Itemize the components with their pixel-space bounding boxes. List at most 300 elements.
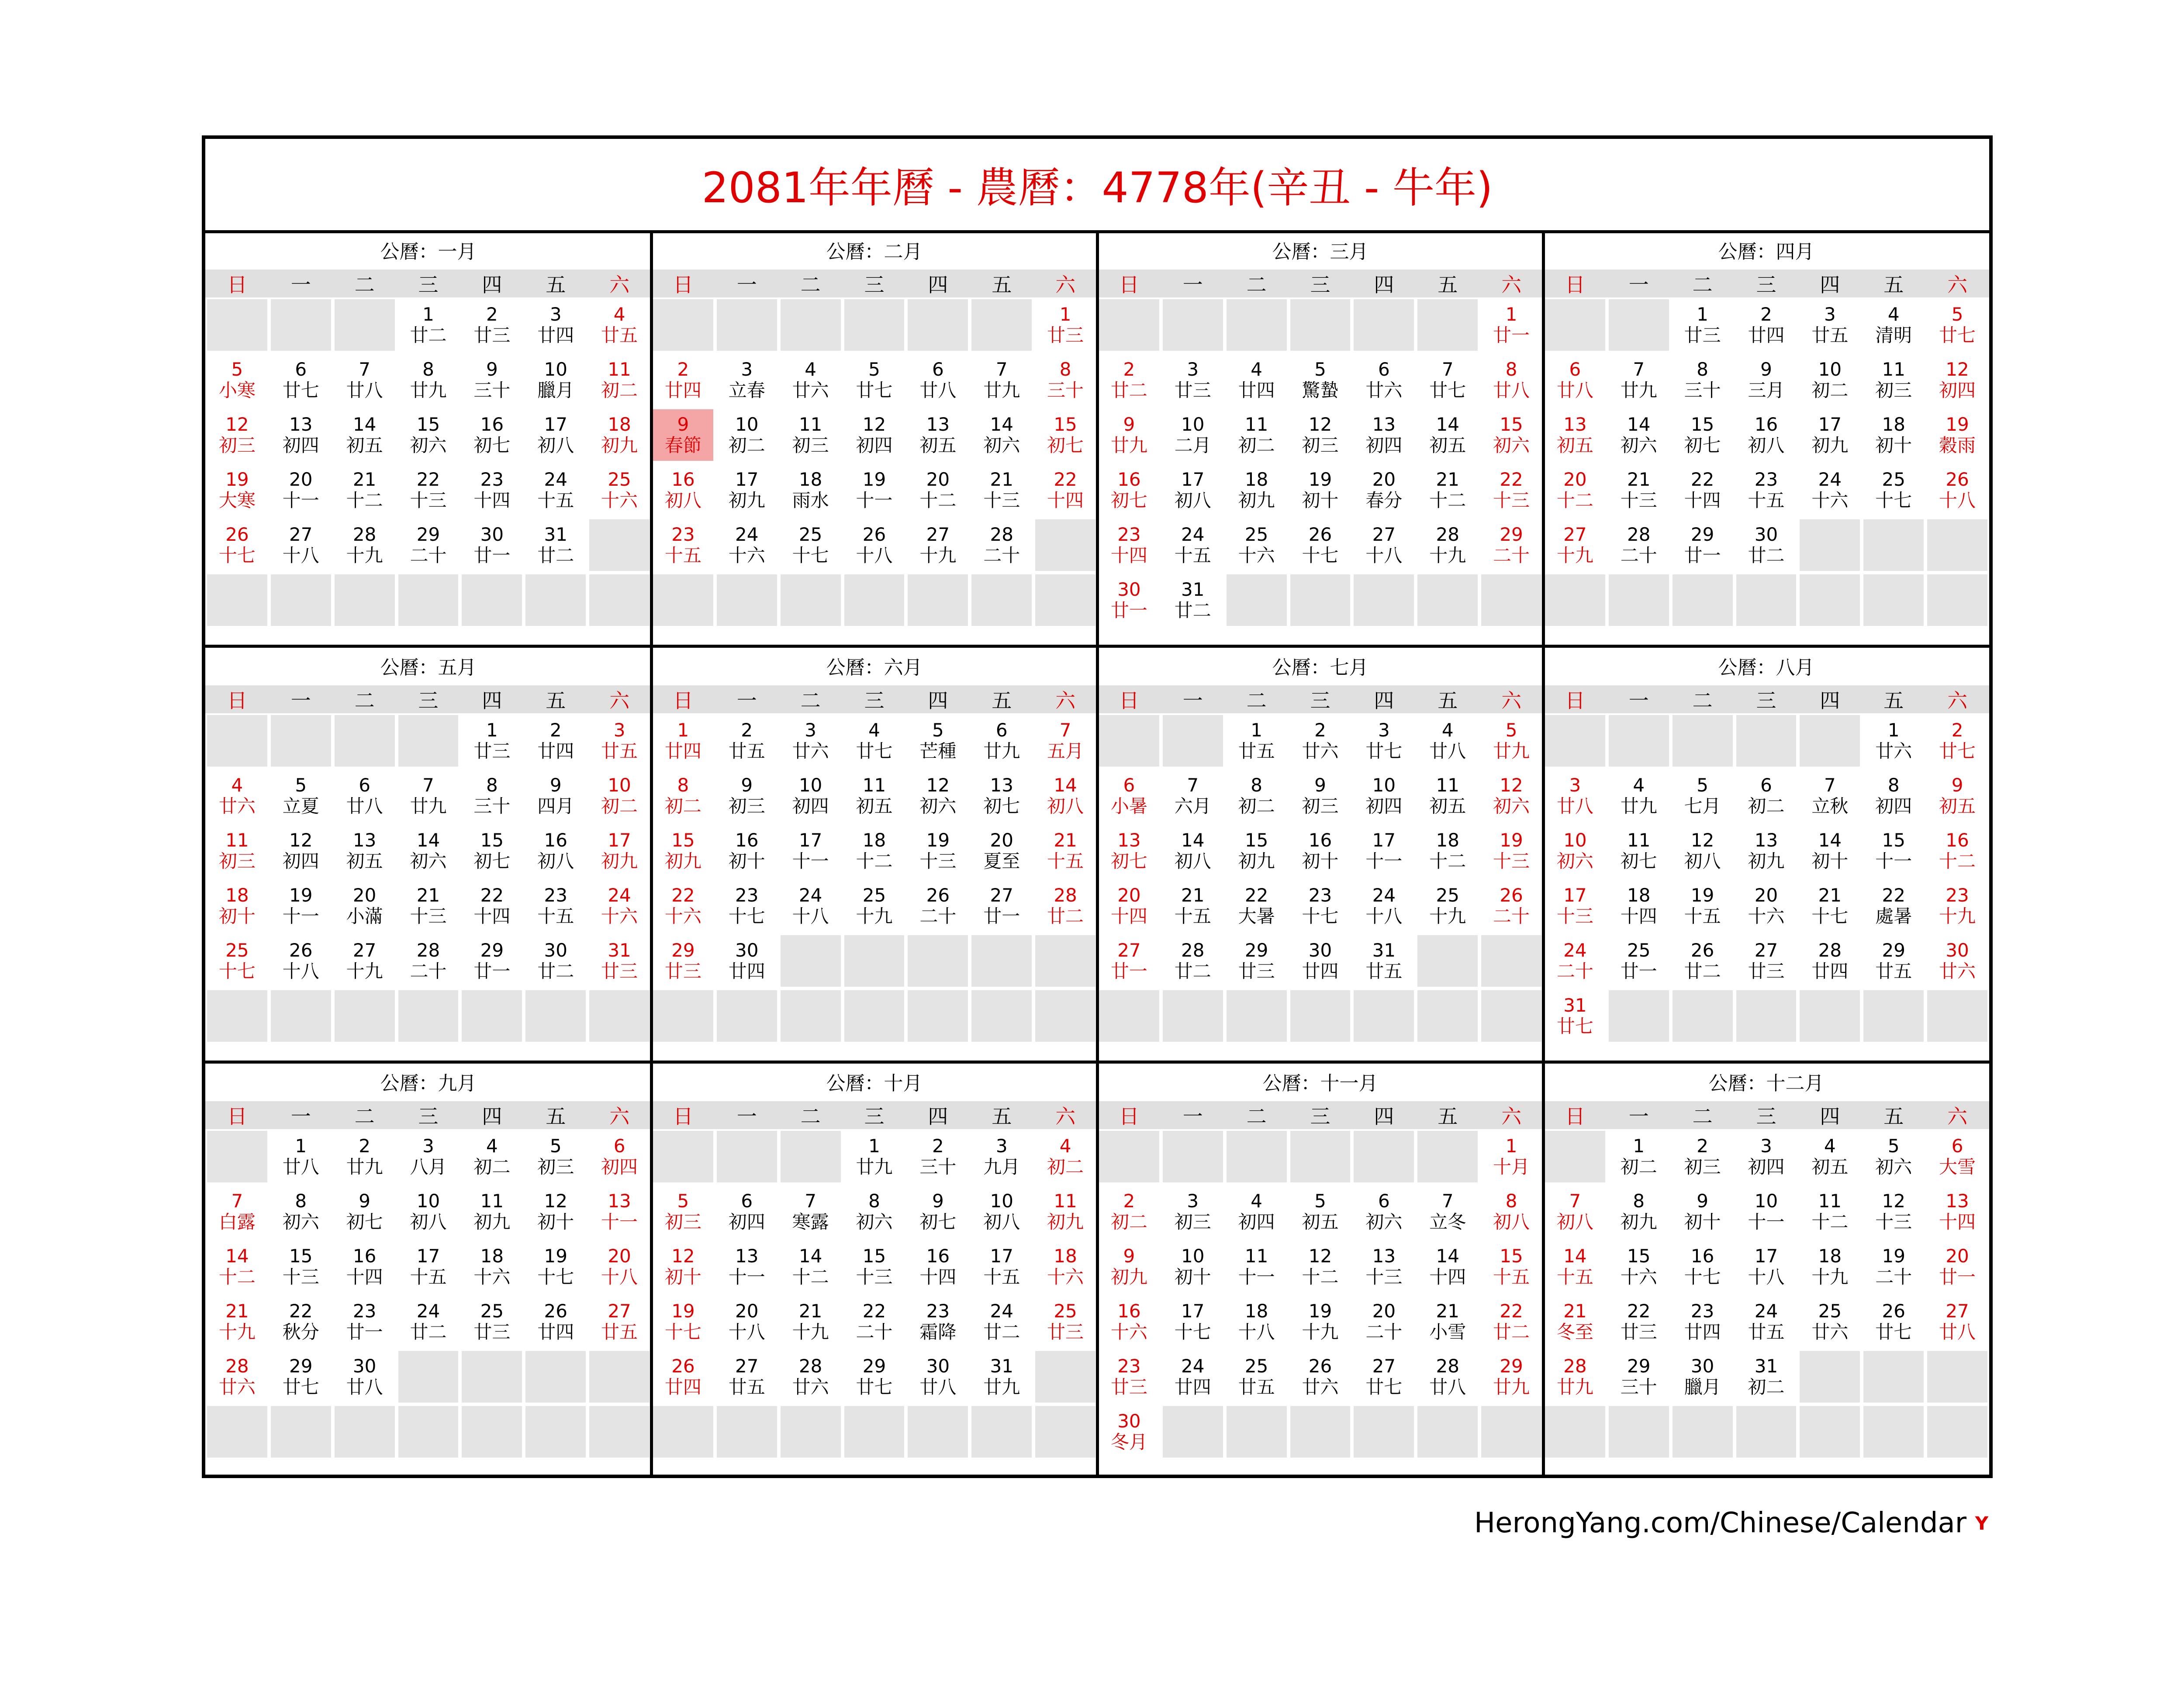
day-cell[interactable]: [1609, 825, 1669, 877]
day-cell[interactable]: [1417, 464, 1478, 516]
day-cell[interactable]: [1545, 935, 1605, 987]
day-cell[interactable]: [1163, 1241, 1223, 1292]
day-cell[interactable]: [781, 464, 841, 516]
day-cell[interactable]: [1481, 880, 1541, 932]
day-cell[interactable]: [1673, 935, 1733, 987]
day-cell[interactable]: [335, 409, 395, 461]
day-cell[interactable]: [1609, 464, 1669, 516]
day-cell[interactable]: [908, 1351, 968, 1403]
day-cell[interactable]: [525, 299, 586, 351]
day-cell[interactable]: [844, 1241, 905, 1292]
day-cell[interactable]: [1227, 1241, 1287, 1292]
day-cell[interactable]: [1354, 880, 1414, 932]
day-cell[interactable]: [971, 825, 1032, 877]
day-cell[interactable]: [908, 1186, 968, 1237]
day-cell[interactable]: [1417, 825, 1478, 877]
day-cell[interactable]: [1863, 409, 1924, 461]
day-cell[interactable]: [525, 935, 586, 987]
day-cell[interactable]: [971, 464, 1032, 516]
day-cell[interactable]: [1035, 1186, 1095, 1237]
day-cell[interactable]: [398, 770, 459, 822]
day-cell[interactable]: [1545, 825, 1605, 877]
day-cell[interactable]: [1481, 409, 1541, 461]
day-cell[interactable]: [1035, 770, 1095, 822]
day-cell[interactable]: [1290, 519, 1351, 571]
day-cell[interactable]: [908, 770, 968, 822]
day-cell[interactable]: [271, 825, 331, 877]
day-cell[interactable]: [335, 825, 395, 877]
day-cell[interactable]: [781, 1296, 841, 1347]
day-cell[interactable]: [335, 880, 395, 932]
day-cell[interactable]: [1927, 464, 1987, 516]
day-cell[interactable]: [1354, 409, 1414, 461]
day-cell[interactable]: [1863, 825, 1924, 877]
day-cell[interactable]: [1545, 770, 1605, 822]
day-cell[interactable]: [653, 464, 713, 516]
day-cell[interactable]: [717, 464, 777, 516]
day-cell[interactable]: [1545, 880, 1605, 932]
day-cell[interactable]: [1035, 880, 1095, 932]
day-cell[interactable]: [462, 770, 522, 822]
day-cell[interactable]: [1800, 354, 1860, 406]
day-cell[interactable]: [589, 1131, 650, 1182]
day-cell[interactable]: [335, 1351, 395, 1403]
day-cell[interactable]: [398, 1296, 459, 1347]
day-cell[interactable]: [717, 770, 777, 822]
day-cell[interactable]: [271, 464, 331, 516]
day-cell[interactable]: [1609, 1351, 1669, 1403]
day-cell[interactable]: [589, 299, 650, 351]
day-cell[interactable]: [398, 1186, 459, 1237]
day-cell[interactable]: [398, 825, 459, 877]
day-cell[interactable]: [1863, 1131, 1924, 1182]
day-cell[interactable]: [1609, 354, 1669, 406]
day-cell[interactable]: [1290, 464, 1351, 516]
day-cell[interactable]: [717, 519, 777, 571]
day-cell[interactable]: [398, 1241, 459, 1292]
day-cell[interactable]: [1736, 1186, 1797, 1237]
day-cell[interactable]: [1227, 409, 1287, 461]
day-cell[interactable]: [844, 464, 905, 516]
day-cell[interactable]: [1609, 519, 1669, 571]
day-cell[interactable]: [1481, 1241, 1541, 1292]
day-cell[interactable]: [1927, 409, 1987, 461]
day-cell[interactable]: [844, 354, 905, 406]
day-cell[interactable]: [462, 1296, 522, 1347]
day-cell[interactable]: [1417, 1296, 1478, 1347]
day-cell[interactable]: [462, 519, 522, 571]
day-cell[interactable]: [1099, 825, 1159, 877]
day-cell[interactable]: [271, 1296, 331, 1347]
day-cell[interactable]: [1354, 1241, 1414, 1292]
day-cell[interactable]: [1035, 1241, 1095, 1292]
day-cell[interactable]: [653, 1351, 713, 1403]
day-cell[interactable]: [1417, 1241, 1478, 1292]
day-cell[interactable]: [1354, 354, 1414, 406]
day-cell[interactable]: [1354, 770, 1414, 822]
day-cell[interactable]: [398, 519, 459, 571]
footer-link[interactable]: HerongYang.com/Chinese/Calendar: [1474, 1507, 1966, 1539]
day-cell[interactable]: [271, 1186, 331, 1237]
day-cell[interactable]: [1609, 935, 1669, 987]
day-cell[interactable]: [971, 770, 1032, 822]
day-cell[interactable]: [1736, 1241, 1797, 1292]
day-cell[interactable]: [271, 1351, 331, 1403]
day-cell[interactable]: [589, 1296, 650, 1347]
day-cell[interactable]: [1736, 1131, 1797, 1182]
day-cell[interactable]: [1290, 1351, 1351, 1403]
day-cell[interactable]: [589, 464, 650, 516]
day-cell[interactable]: [1227, 715, 1287, 767]
day-cell[interactable]: [1035, 354, 1095, 406]
day-cell[interactable]: [525, 770, 586, 822]
day-cell[interactable]: [462, 880, 522, 932]
day-cell[interactable]: [1099, 770, 1159, 822]
day-cell[interactable]: [589, 354, 650, 406]
day-cell[interactable]: [1163, 574, 1223, 626]
day-cell[interactable]: [1609, 880, 1669, 932]
day-cell[interactable]: [1481, 354, 1541, 406]
day-cell[interactable]: [271, 519, 331, 571]
day-cell[interactable]: [335, 1241, 395, 1292]
day-cell[interactable]: [1481, 715, 1541, 767]
day-cell[interactable]: [271, 409, 331, 461]
day-cell[interactable]: [781, 880, 841, 932]
day-cell[interactable]: [844, 1351, 905, 1403]
day-cell[interactable]: [207, 1351, 267, 1403]
day-cell[interactable]: [1163, 519, 1223, 571]
day-cell[interactable]: [1227, 519, 1287, 571]
day-cell[interactable]: [717, 880, 777, 932]
day-cell[interactable]: [908, 715, 968, 767]
day-cell[interactable]: [653, 825, 713, 877]
day-cell[interactable]: [717, 1296, 777, 1347]
day-cell[interactable]: [1163, 1296, 1223, 1347]
day-cell[interactable]: [1227, 1296, 1287, 1347]
day-cell[interactable]: [844, 519, 905, 571]
day-cell[interactable]: [525, 1296, 586, 1347]
day-cell[interactable]: [1481, 770, 1541, 822]
day-cell[interactable]: [653, 354, 713, 406]
day-cell[interactable]: [398, 409, 459, 461]
day-cell[interactable]: [1354, 715, 1414, 767]
day-cell[interactable]: [1927, 715, 1987, 767]
day-cell[interactable]: [908, 354, 968, 406]
day-cell[interactable]: [1673, 1351, 1733, 1403]
day-cell[interactable]: [1800, 880, 1860, 932]
day-cell[interactable]: [653, 935, 713, 987]
day-cell[interactable]: [525, 409, 586, 461]
day-cell[interactable]: [1481, 1131, 1541, 1182]
day-cell[interactable]: [1227, 1351, 1287, 1403]
day-cell[interactable]: [1227, 935, 1287, 987]
day-cell[interactable]: [844, 825, 905, 877]
day-cell[interactable]: [207, 935, 267, 987]
day-cell[interactable]: [1927, 825, 1987, 877]
day-cell[interactable]: [525, 464, 586, 516]
day-cell[interactable]: [1800, 1186, 1860, 1237]
day-cell[interactable]: [207, 519, 267, 571]
day-cell[interactable]: [398, 880, 459, 932]
day-cell[interactable]: [525, 519, 586, 571]
day-cell[interactable]: [207, 1241, 267, 1292]
day-cell[interactable]: [1035, 715, 1095, 767]
day-cell[interactable]: [1354, 464, 1414, 516]
day-cell[interactable]: [908, 519, 968, 571]
day-cell[interactable]: [1227, 1186, 1287, 1237]
day-cell[interactable]: [1481, 519, 1541, 571]
day-cell[interactable]: [781, 519, 841, 571]
day-cell[interactable]: [653, 880, 713, 932]
day-cell[interactable]: [1927, 880, 1987, 932]
day-cell[interactable]: [971, 1351, 1032, 1403]
day-cell[interactable]: [1800, 409, 1860, 461]
day-cell[interactable]: [1545, 990, 1605, 1042]
day-cell[interactable]: [589, 935, 650, 987]
day-cell[interactable]: [1800, 464, 1860, 516]
day-cell[interactable]: [1099, 935, 1159, 987]
day-cell[interactable]: [1800, 1131, 1860, 1182]
day-cell[interactable]: [1099, 1406, 1159, 1458]
day-cell[interactable]: [781, 1241, 841, 1292]
day-cell[interactable]: [271, 1241, 331, 1292]
day-cell[interactable]: [1481, 464, 1541, 516]
day-cell[interactable]: [589, 770, 650, 822]
day-cell[interactable]: [971, 409, 1032, 461]
day-cell[interactable]: [1800, 299, 1860, 351]
day-cell[interactable]: [1099, 1186, 1159, 1237]
day-cell[interactable]: [1736, 1296, 1797, 1347]
day-cell[interactable]: [1545, 464, 1605, 516]
day-cell[interactable]: [1481, 1296, 1541, 1347]
day-cell[interactable]: [908, 1296, 968, 1347]
day-cell[interactable]: [1354, 1351, 1414, 1403]
day-cell[interactable]: [207, 825, 267, 877]
day-cell[interactable]: [1290, 409, 1351, 461]
day-cell[interactable]: [908, 1131, 968, 1182]
day-cell[interactable]: [1290, 1296, 1351, 1347]
day-cell[interactable]: [1863, 464, 1924, 516]
day-cell[interactable]: [1354, 519, 1414, 571]
day-cell[interactable]: [271, 935, 331, 987]
day-cell[interactable]: [781, 1351, 841, 1403]
day-cell[interactable]: [971, 519, 1032, 571]
day-cell[interactable]: [1099, 409, 1159, 461]
day-cell[interactable]: [525, 1241, 586, 1292]
day-cell[interactable]: [1673, 825, 1733, 877]
day-cell[interactable]: [971, 1131, 1032, 1182]
day-cell[interactable]: [462, 1241, 522, 1292]
day-cell[interactable]: [1609, 770, 1669, 822]
day-cell[interactable]: [781, 825, 841, 877]
day-cell[interactable]: [1099, 354, 1159, 406]
day-cell[interactable]: [781, 1186, 841, 1237]
day-cell[interactable]: [1736, 770, 1797, 822]
day-cell[interactable]: [525, 1131, 586, 1182]
day-cell[interactable]: [844, 409, 905, 461]
day-cell[interactable]: [1736, 1351, 1797, 1403]
day-cell[interactable]: [1354, 825, 1414, 877]
day-cell[interactable]: [1863, 1296, 1924, 1347]
day-cell[interactable]: [1673, 519, 1733, 571]
day-cell[interactable]: [1481, 1351, 1541, 1403]
day-cell[interactable]: [398, 354, 459, 406]
day-cell[interactable]: [1099, 1241, 1159, 1292]
day-cell[interactable]: [1609, 1186, 1669, 1237]
day-cell[interactable]: [1099, 464, 1159, 516]
day-cell[interactable]: [1035, 464, 1095, 516]
day-cell[interactable]: [1481, 299, 1541, 351]
day-cell[interactable]: [589, 715, 650, 767]
day-cell[interactable]: [1099, 880, 1159, 932]
day-cell[interactable]: [1163, 354, 1223, 406]
day-cell[interactable]: [1163, 880, 1223, 932]
day-cell[interactable]: [1035, 825, 1095, 877]
day-cell[interactable]: [207, 354, 267, 406]
day-cell[interactable]: [1673, 1296, 1733, 1347]
day-cell[interactable]: [781, 715, 841, 767]
day-cell[interactable]: [271, 770, 331, 822]
day-cell[interactable]: [1099, 519, 1159, 571]
day-cell[interactable]: [271, 1131, 331, 1182]
day-cell[interactable]: [1163, 409, 1223, 461]
day-cell[interactable]: [1545, 519, 1605, 571]
day-cell[interactable]: [1927, 1241, 1987, 1292]
day-cell[interactable]: [1736, 880, 1797, 932]
day-cell[interactable]: [1290, 880, 1351, 932]
day-cell[interactable]: [1035, 1296, 1095, 1347]
day-cell[interactable]: [1227, 880, 1287, 932]
day-cell[interactable]: [653, 770, 713, 822]
day-cell[interactable]: [1290, 1186, 1351, 1237]
day-cell[interactable]: [1545, 409, 1605, 461]
day-cell[interactable]: [1863, 1241, 1924, 1292]
day-cell[interactable]: [462, 464, 522, 516]
day-cell[interactable]: [398, 1131, 459, 1182]
day-cell[interactable]: [971, 880, 1032, 932]
day-cell[interactable]: [1800, 825, 1860, 877]
day-cell[interactable]: [335, 935, 395, 987]
day-cell[interactable]: [653, 1241, 713, 1292]
day-cell[interactable]: [1863, 715, 1924, 767]
day-cell[interactable]: [1417, 880, 1478, 932]
day-cell[interactable]: [462, 1186, 522, 1237]
day-cell[interactable]: [589, 1241, 650, 1292]
day-cell[interactable]: [335, 1131, 395, 1182]
day-cell[interactable]: [1290, 354, 1351, 406]
day-cell[interactable]: [1417, 1186, 1478, 1237]
day-cell[interactable]: [1736, 464, 1797, 516]
day-cell[interactable]: [1673, 1241, 1733, 1292]
day-cell[interactable]: [1417, 1351, 1478, 1403]
day-cell[interactable]: [1545, 1296, 1605, 1347]
day-cell[interactable]: [717, 825, 777, 877]
day-cell[interactable]: [844, 770, 905, 822]
day-cell[interactable]: [398, 299, 459, 351]
day-cell[interactable]: [1227, 825, 1287, 877]
day-cell[interactable]: [971, 1241, 1032, 1292]
day-cell[interactable]: [844, 1131, 905, 1182]
day-cell[interactable]: [271, 880, 331, 932]
day-cell[interactable]: [1736, 825, 1797, 877]
day-cell[interactable]: [1736, 354, 1797, 406]
day-cell[interactable]: [971, 354, 1032, 406]
day-cell[interactable]: [525, 825, 586, 877]
day-cell[interactable]: [1163, 770, 1223, 822]
day-cell[interactable]: [1290, 715, 1351, 767]
day-cell[interactable]: [1927, 935, 1987, 987]
day-cell[interactable]: [462, 715, 522, 767]
day-cell[interactable]: [1927, 1131, 1987, 1182]
day-cell[interactable]: [1481, 825, 1541, 877]
day-cell[interactable]: [207, 880, 267, 932]
day-cell[interactable]: [1863, 880, 1924, 932]
day-cell[interactable]: [398, 464, 459, 516]
day-cell[interactable]: [589, 1186, 650, 1237]
day-cell[interactable]: [1863, 299, 1924, 351]
day-cell[interactable]: [335, 354, 395, 406]
day-cell[interactable]: [1354, 1186, 1414, 1237]
day-cell[interactable]: [1545, 1241, 1605, 1292]
day-cell[interactable]: [908, 880, 968, 932]
day-cell[interactable]: [1673, 299, 1733, 351]
day-cell[interactable]: [1863, 1186, 1924, 1237]
day-cell[interactable]: [1609, 1241, 1669, 1292]
day-cell[interactable]: [1035, 409, 1095, 461]
day-cell[interactable]: [717, 1351, 777, 1403]
day-cell[interactable]: [1035, 1131, 1095, 1182]
day-cell[interactable]: [1290, 825, 1351, 877]
day-cell[interactable]: [1863, 770, 1924, 822]
day-cell[interactable]: [1545, 1351, 1605, 1403]
day-cell[interactable]: [717, 354, 777, 406]
day-cell[interactable]: [1736, 935, 1797, 987]
day-cell[interactable]: [335, 770, 395, 822]
day-cell[interactable]: [1673, 1131, 1733, 1182]
day-cell[interactable]: [1736, 519, 1797, 571]
day-cell[interactable]: [207, 464, 267, 516]
day-cell[interactable]: [462, 825, 522, 877]
day-cell[interactable]: [781, 770, 841, 822]
day-cell[interactable]: [1227, 354, 1287, 406]
day-cell[interactable]: [462, 409, 522, 461]
day-cell[interactable]: [207, 409, 267, 461]
day-cell[interactable]: [1227, 770, 1287, 822]
day-cell[interactable]: [1673, 770, 1733, 822]
day-cell[interactable]: [653, 715, 713, 767]
day-cell[interactable]: [1609, 1296, 1669, 1347]
day-cell[interactable]: [1673, 464, 1733, 516]
day-cell[interactable]: [1163, 464, 1223, 516]
day-cell[interactable]: [1163, 1186, 1223, 1237]
day-cell[interactable]: [1609, 409, 1669, 461]
day-cell[interactable]: [971, 1296, 1032, 1347]
day-cell[interactable]: [1863, 935, 1924, 987]
day-cell[interactable]: [1800, 935, 1860, 987]
day-cell[interactable]: [1290, 935, 1351, 987]
day-cell[interactable]: [525, 880, 586, 932]
day-cell[interactable]: [335, 1186, 395, 1237]
day-cell[interactable]: [971, 1186, 1032, 1237]
day-cell[interactable]: [781, 409, 841, 461]
day-cell[interactable]: [1927, 354, 1987, 406]
day-cell[interactable]: [335, 464, 395, 516]
day-cell[interactable]: [1800, 1241, 1860, 1292]
day-cell[interactable]: [1290, 1241, 1351, 1292]
day-cell[interactable]: [908, 825, 968, 877]
day-cell[interactable]: [1417, 409, 1478, 461]
day-cell[interactable]: [1927, 1296, 1987, 1347]
